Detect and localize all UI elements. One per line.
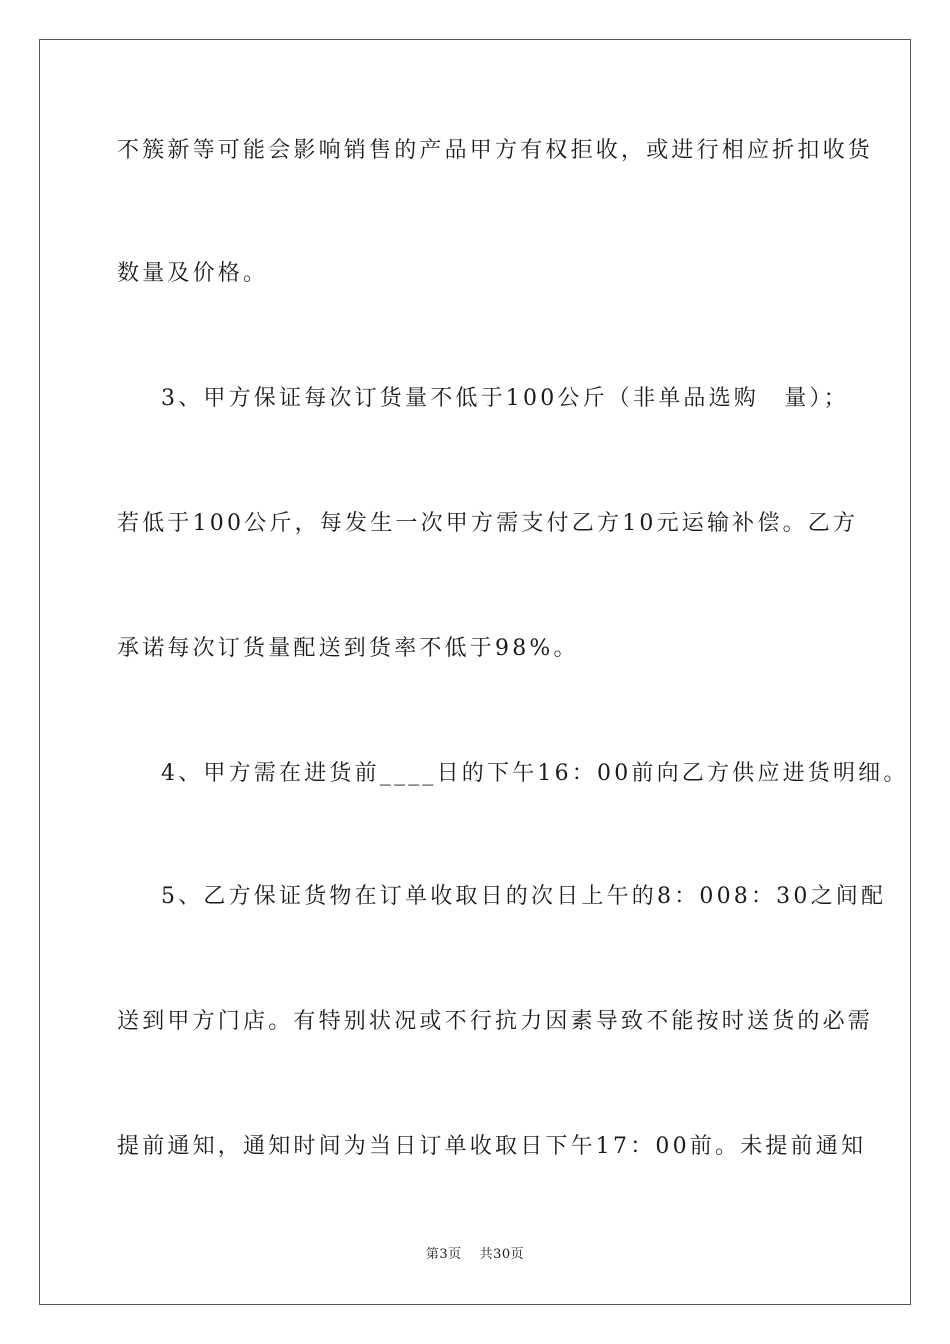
paragraph-line: 不簇新等可能会影响销售的产品甲方有权拒收，或进行相应折扣收货 bbox=[117, 138, 874, 163]
paragraph-line: 4、甲方需在进货前____日的下午16：00前向乙方供应进货明细。 bbox=[161, 761, 909, 786]
page-footer bbox=[0, 1246, 950, 1264]
page-border bbox=[39, 39, 911, 1305]
paragraph-line: 5、乙方保证货物在订单收取日的次日上午的8：008：30之间配 bbox=[161, 884, 887, 909]
paragraph-line: 承诺每次订货量配送到货率不低于98%。 bbox=[117, 636, 579, 661]
page-number: 第3页 bbox=[425, 1247, 462, 1262]
paragraph-line: 送到甲方门店。有特别状况或不行抗力因素导致不能按时送货的必需 bbox=[117, 1009, 874, 1034]
paragraph-line: 若低于100公斤，每发生一次甲方需支付乙方10元运输补偿。乙方 bbox=[117, 511, 859, 536]
paragraph-line: 提前通知，通知时间为当日订单收取日下午17：00前。未提前通知 bbox=[117, 1134, 867, 1159]
paragraph-line: 3、甲方保证每次订货量不低于100公斤（非单品选购 量）； bbox=[161, 386, 849, 411]
paragraph-line: 数量及价格。 bbox=[117, 261, 269, 286]
total-pages: 共30页 bbox=[479, 1247, 525, 1262]
